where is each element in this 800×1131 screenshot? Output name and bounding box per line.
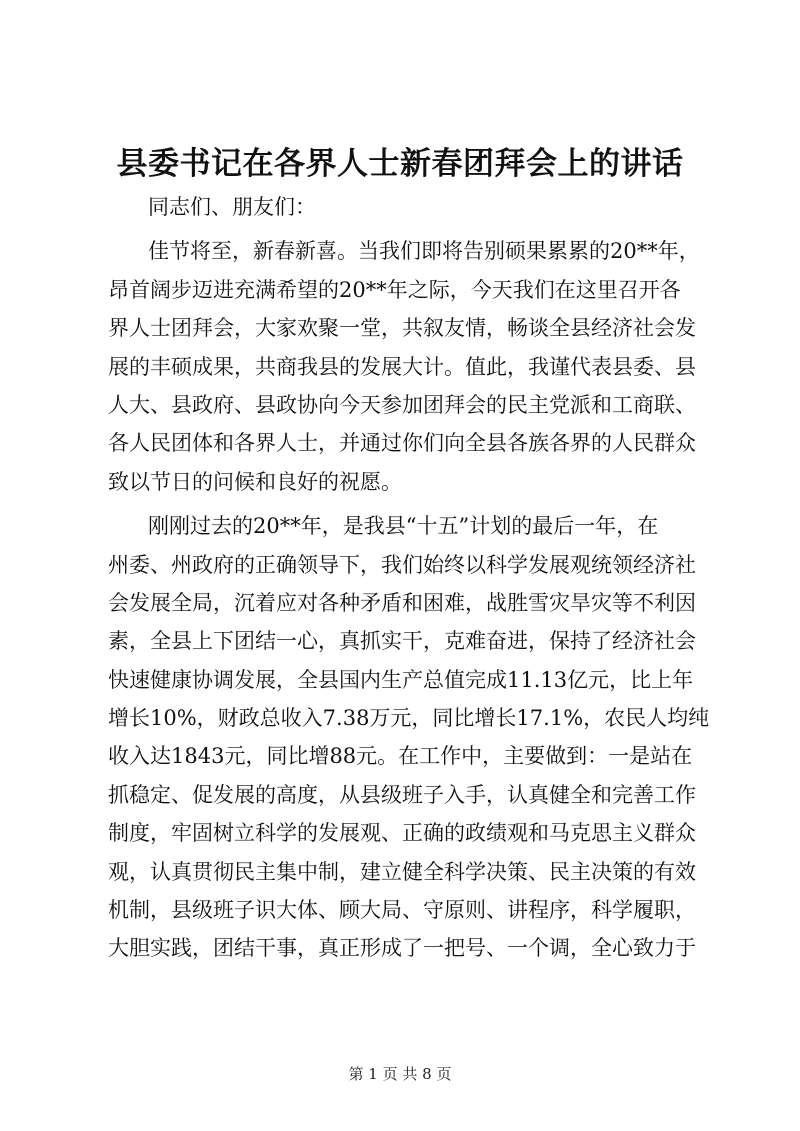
text-line: 刚刚过去的20**年，是我县“十五”计划的最后一年，在 xyxy=(148,514,659,539)
text-line: 人大、县政府、县政协向今天参加团拜会的民主党派和工商联、 xyxy=(108,392,696,417)
text-line: 增长10%，财政总收入7.38万元，同比增长17.1%，农民人均纯 xyxy=(108,706,710,731)
salutation: 同志们、朋友们： xyxy=(148,195,316,219)
text-line: 展的丰硕成果，共商我县的发展大计。值此，我谨代表县委、县 xyxy=(108,354,696,379)
text-line: 州委、州政府的正确领导下，我们始终以科学发展观统领经济社 xyxy=(108,552,696,577)
text-line: 昂首阔步迈进充满希望的20**年之际，今天我们在这里召开各 xyxy=(108,277,681,302)
text-line: 观，认真贯彻民主集中制，建立健全科学决策、民主决策的有效 xyxy=(108,859,696,884)
text-line: 收入达1843元，同比增88元。在工作中，主要做到：一是站在 xyxy=(108,744,693,769)
text-line: 素，全县上下团结一心，真抓实干，克难奋进，保持了经济社会 xyxy=(108,629,696,654)
text-line: 致以节日的问候和良好的祝愿。 xyxy=(108,469,402,494)
text-line: 界人士团拜会，大家欢聚一堂，共叙友情，畅谈全县经济社会发 xyxy=(108,316,696,341)
text-line: 机制，县级班子识大体、顾大局、守原则、讲程序，科学履职， xyxy=(108,898,696,923)
page-title: 县委书记在各界人士新春团拜会上的讲话 xyxy=(116,146,684,182)
text-line: 抓稳定、促发展的高度，从县级班子入手，认真健全和完善工作 xyxy=(108,782,696,807)
paragraph-2 xyxy=(108,507,710,968)
text-line: 会发展全局，沉着应对各种矛盾和困难，战胜雪灾旱灾等不利因 xyxy=(108,590,696,615)
text-line: 制度，牢固树立科学的发展观、正确的政绩观和马克思主义群众 xyxy=(108,821,696,846)
page-footer: 第 1 页 共 8 页 xyxy=(348,1065,452,1083)
paragraph-1 xyxy=(108,232,700,501)
document-body xyxy=(108,188,710,968)
text-line: 佳节将至，新春新喜。当我们即将告别硕果累累的20**年， xyxy=(148,239,700,264)
text-line: 大胆实践，团结干事，真正形成了一把号、一个调，全心致力于 xyxy=(108,936,696,961)
text-line: 快速健康协调发展，全县国内生产总值完成11.13亿元，比上年 xyxy=(108,667,694,692)
text-line: 各人民团体和各界人士，并通过你们向全县各族各界的人民群众 xyxy=(108,431,696,456)
